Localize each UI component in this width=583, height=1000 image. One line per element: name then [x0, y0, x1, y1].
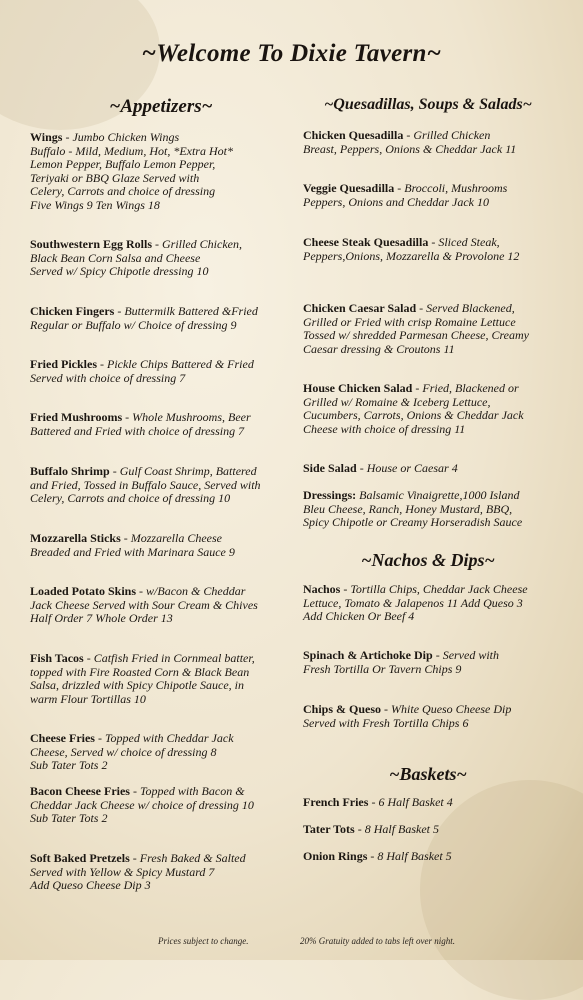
- menu-item-description: House or Caesar 4: [366, 461, 458, 475]
- menu-item-detail-line: Grilled or Fried with crisp Romaine Lettuce: [303, 314, 516, 329]
- menu-item-name: Veggie Quesadilla: [303, 181, 395, 195]
- menu-item-description: Buttermilk Battered &Fried: [124, 304, 258, 318]
- baskets-heading: ~Baskets~: [389, 764, 467, 784]
- menu-item-name: Loaded Potato Skins: [30, 584, 137, 598]
- paper-stain: [420, 780, 583, 1000]
- separator: -: [403, 128, 414, 142]
- menu-item-name: Dressings:: [303, 488, 357, 502]
- menu-item-description: Catfish Fried in Cornmeal batter,: [93, 651, 255, 665]
- separator: -: [412, 381, 423, 395]
- menu-item-headline: [303, 129, 516, 143]
- menu-item: [30, 532, 235, 559]
- menu-item-description: Grilled Chicken: [413, 128, 491, 142]
- menu-item-description: Whole Mushrooms, Beer: [132, 410, 251, 424]
- menu-item-name: Tater Tots: [303, 822, 355, 836]
- separator: -: [120, 531, 131, 545]
- menu-item: [30, 785, 254, 826]
- separator: -: [83, 651, 94, 665]
- menu-item-headline: [303, 462, 458, 476]
- menu-item-name: Wings: [30, 130, 63, 144]
- menu-item-headline: [30, 465, 261, 479]
- menu-item-detail-line: Served w/ Spicy Chipotle dressing 10: [30, 264, 209, 279]
- menu-item-detail-line: Cucumbers, Carrots, Onions & Cheddar Jack: [303, 408, 524, 423]
- menu-item-detail-line: Lemon Pepper, Buffalo Lemon Pepper,: [30, 157, 216, 172]
- menu-item-detail-line: Served with choice of dressing 7: [30, 370, 186, 385]
- menu-item-description: Tortilla Chips, Cheddar Jack Cheese: [350, 582, 528, 596]
- separator: -: [129, 851, 140, 865]
- separator: -: [122, 410, 133, 424]
- separator: -: [368, 795, 379, 809]
- menu-item-name: Spinach & Artichoke Dip: [303, 648, 433, 662]
- menu-item-description: Gulf Coast Shrimp, Battered: [119, 464, 257, 478]
- menu-item-headline: [30, 732, 234, 746]
- menu-item-description: Topped with Bacon &: [139, 784, 245, 798]
- menu-item-description: White Queso Cheese Dip: [391, 702, 512, 716]
- separator: -: [340, 582, 351, 596]
- menu-item-description: Balsamic Vinaigrette,1000 Island: [359, 488, 520, 502]
- menu-item: [30, 585, 258, 626]
- menu-item-headline: [303, 583, 528, 597]
- menu-item-name: Chicken Caesar Salad: [303, 301, 417, 315]
- separator: -: [381, 702, 392, 716]
- menu-item-headline: [30, 305, 258, 319]
- menu-item-name: Fish Tacos: [30, 651, 84, 665]
- menu-item-detail-line: Black Bean Corn Salsa and Cheese: [30, 250, 201, 265]
- menu-item: [303, 182, 507, 209]
- menu-item: [303, 489, 522, 530]
- menu-item-detail-line: Lettuce, Tomato & Jalapenos 11 Add Queso 3: [303, 595, 523, 610]
- menu-item: [30, 652, 255, 706]
- menu-item-headline: [30, 852, 246, 866]
- menu-item-detail-line: Jack Cheese Served with Sour Cream & Chives: [30, 597, 258, 612]
- menu-title: ~Welcome To Dixie Tavern~: [141, 40, 442, 67]
- menu-item-name: Mozzarella Sticks: [30, 531, 121, 545]
- menu-item-description: 8 Half Basket 5: [377, 849, 452, 863]
- gratuity-note: 20% Gratuity added to tabs left over night.: [300, 936, 455, 946]
- separator: -: [354, 822, 365, 836]
- menu-item-headline: [30, 358, 254, 372]
- menu-item-headline: [303, 850, 452, 864]
- menu-item: [303, 796, 453, 810]
- menu-item: [30, 305, 258, 332]
- menu-item-detail-line: Grilled w/ Romaine & Iceberg Lettuce,: [303, 394, 491, 409]
- menu-item-name: Chips & Queso: [303, 702, 382, 716]
- menu-item-detail-line: Tossed w/ shredded Parmesan Cheese, Creamy: [303, 328, 529, 343]
- menu-item-detail-line: warm Flour Tortillas 10: [30, 691, 146, 706]
- separator: -: [356, 461, 367, 475]
- menu-item: [30, 732, 234, 773]
- menu-item-name: Side Salad: [303, 461, 357, 475]
- menu-item-detail-line: Teriyaki or BBQ Glaze Served with: [30, 170, 200, 185]
- menu-item-detail-line: Caesar dressing & Croutons 11: [303, 341, 455, 356]
- menu-item-detail-line: Regular or Buffalo w/ Choice of dressing 9: [30, 317, 237, 332]
- menu-item-detail-line: Cheddar Jack Cheese w/ choice of dressing 10: [30, 797, 254, 812]
- menu-item-name: Bacon Cheese Fries: [30, 784, 130, 798]
- menu-item-detail-line: Five Wings 9 Ten Wings 18: [30, 197, 160, 212]
- menu-item: [303, 823, 439, 837]
- menu-item-headline: [30, 131, 233, 145]
- menu-item-detail-line: Cheese with choice of dressing 11: [303, 421, 466, 436]
- menu-item: [30, 358, 254, 385]
- menu-item-description: Sliced Steak,: [438, 235, 500, 249]
- menu-item-name: Chicken Fingers: [30, 304, 115, 318]
- menu-item-detail-line: Buffalo - Mild, Medium, Hot, *Extra Hot*: [30, 143, 233, 158]
- separator: -: [114, 304, 125, 318]
- menu-item-detail-line: Sub Tater Tots 2: [30, 758, 108, 773]
- menu-item-description: Served Blackened,: [426, 301, 515, 315]
- menu-item-headline: [303, 182, 507, 196]
- menu-item-name: Cheese Fries: [30, 731, 95, 745]
- menu-item: [30, 465, 261, 506]
- menu-item-headline: [303, 236, 519, 250]
- menu-item-detail-line: Sub Tater Tots 2: [30, 811, 108, 826]
- menu-item-headline: [30, 411, 251, 425]
- menu-item-name: Buffalo Shrimp: [30, 464, 110, 478]
- menu-item-headline: [303, 823, 439, 837]
- menu-item-detail-line: Add Queso Cheese Dip 3: [30, 878, 151, 893]
- menu-item-name: Onion Rings: [303, 849, 368, 863]
- separator: -: [62, 130, 73, 144]
- separator: -: [136, 584, 147, 598]
- menu-item-detail-line: Half Order 7 Whole Order 13: [30, 611, 173, 626]
- appetizers-heading: ~Appetizers~: [109, 96, 213, 117]
- separator: -: [152, 237, 163, 251]
- menu-item-description: Fresh Baked & Salted: [139, 851, 246, 865]
- menu-item: [30, 411, 251, 438]
- separator: -: [428, 235, 439, 249]
- separator: -: [96, 357, 107, 371]
- menu-item-headline: [303, 302, 529, 316]
- menu-item-detail-line: Fresh Tortilla Or Tavern Chips 9: [303, 661, 462, 676]
- menu-item-headline: [30, 652, 255, 666]
- menu-item: [303, 649, 499, 676]
- menu-item: [303, 462, 458, 476]
- menu-item-name: Nachos: [303, 582, 341, 596]
- menu-item-detail-line: Served with Fresh Tortilla Chips 6: [303, 715, 469, 730]
- menu-item-detail-line: Peppers,Onions, Mozzarella & Provolone 12: [303, 248, 520, 263]
- separator: -: [129, 784, 140, 798]
- quesadillas-heading: ~Quesadillas, Soups & Salads~: [324, 96, 532, 113]
- menu-item-detail-line: and Fried, Tossed in Buffalo Sauce, Served with: [30, 477, 261, 492]
- menu-item-name: French Fries: [303, 795, 369, 809]
- menu-item-headline: [30, 532, 235, 546]
- menu-item-headline: [303, 489, 522, 503]
- menu-item-description: Topped with Cheddar Jack: [104, 731, 234, 745]
- menu-item-headline: [303, 649, 499, 663]
- menu-item-detail-line: Breaded and Fried with Marinara Sauce 9: [30, 544, 235, 559]
- menu-item-name: Cheese Steak Quesadilla: [303, 235, 429, 249]
- menu-item-description: Served with: [442, 648, 500, 662]
- separator: -: [416, 301, 427, 315]
- menu-item-detail-line: Salsa, drizzled with Spicy Chipotle Sauce, in: [30, 678, 244, 693]
- separator: -: [432, 648, 443, 662]
- menu-item-detail-line: Bleu Cheese, Ranch, Honey Mustard, BBQ,: [303, 501, 513, 516]
- menu-item-headline: [30, 785, 254, 799]
- menu-item: [30, 131, 233, 213]
- separator: -: [394, 181, 405, 195]
- nachos-heading: ~Nachos & Dips~: [361, 550, 495, 570]
- menu-item-name: House Chicken Salad: [303, 381, 413, 395]
- menu-item-detail-line: Breast, Peppers, Onions & Cheddar Jack 11: [303, 141, 517, 156]
- menu-item-description: Pickle Chips Battered & Fried: [106, 357, 254, 371]
- prices-note: Prices subject to change.: [158, 936, 249, 946]
- menu-item-headline: [303, 703, 511, 717]
- menu-item-detail-line: Add Chicken Or Beef 4: [303, 609, 415, 624]
- menu-item-name: Soft Baked Pretzels: [30, 851, 130, 865]
- menu-item-headline: [30, 585, 258, 599]
- menu-item: [303, 302, 529, 356]
- menu-item: [303, 382, 524, 436]
- menu-item: [303, 583, 528, 624]
- menu-item-detail-line: Cheese, Served w/ choice of dressing 8: [30, 744, 217, 759]
- menu-item-description: Mozzarella Cheese: [130, 531, 222, 545]
- menu-item-headline: [303, 796, 453, 810]
- menu-item-detail-line: Celery, Carrots and choice of dressing: [30, 184, 216, 199]
- menu-item-headline: [303, 382, 524, 396]
- menu-item: [303, 703, 511, 730]
- menu-item: [30, 852, 246, 893]
- menu-item-detail-line: Peppers, Onions and Cheddar Jack 10: [303, 194, 489, 209]
- menu-item-name: Fried Mushrooms: [30, 410, 123, 424]
- menu-item-detail-line: Served with Yellow & Spicy Mustard 7: [30, 864, 215, 879]
- menu-item-description: Fried, Blackened or: [422, 381, 519, 395]
- menu-item-description: Jumbo Chicken Wings: [72, 130, 180, 144]
- separator: -: [367, 849, 378, 863]
- menu-item: [303, 236, 519, 263]
- menu-item-name: Fried Pickles: [30, 357, 97, 371]
- menu-item-description: 6 Half Basket 4: [378, 795, 453, 809]
- menu-item-detail-line: topped with Fire Roasted Corn & Black Bean: [30, 664, 250, 679]
- menu-item-headline: [30, 238, 242, 252]
- menu-item-detail-line: Spicy Chipotle or Creamy Horseradish Sauce: [303, 515, 523, 530]
- menu-item-detail-line: Battered and Fried with choice of dressing 7: [30, 423, 245, 438]
- separator: -: [94, 731, 105, 745]
- menu-item-description: w/Bacon & Cheddar: [146, 584, 246, 598]
- menu-item: [30, 238, 242, 279]
- menu-item: [303, 850, 452, 864]
- menu-item-description: Broccoli, Mushrooms: [404, 181, 508, 195]
- menu-item-name: Southwestern Egg Rolls: [30, 237, 153, 251]
- separator: -: [109, 464, 120, 478]
- menu-item-detail-line: Celery, Carrots and choice of dressing 10: [30, 491, 231, 506]
- menu-item-description: 8 Half Basket 5: [364, 822, 440, 836]
- menu-item: [303, 129, 516, 156]
- menu-item-name: Chicken Quesadilla: [303, 128, 404, 142]
- menu-item-description: Grilled Chicken,: [162, 237, 242, 251]
